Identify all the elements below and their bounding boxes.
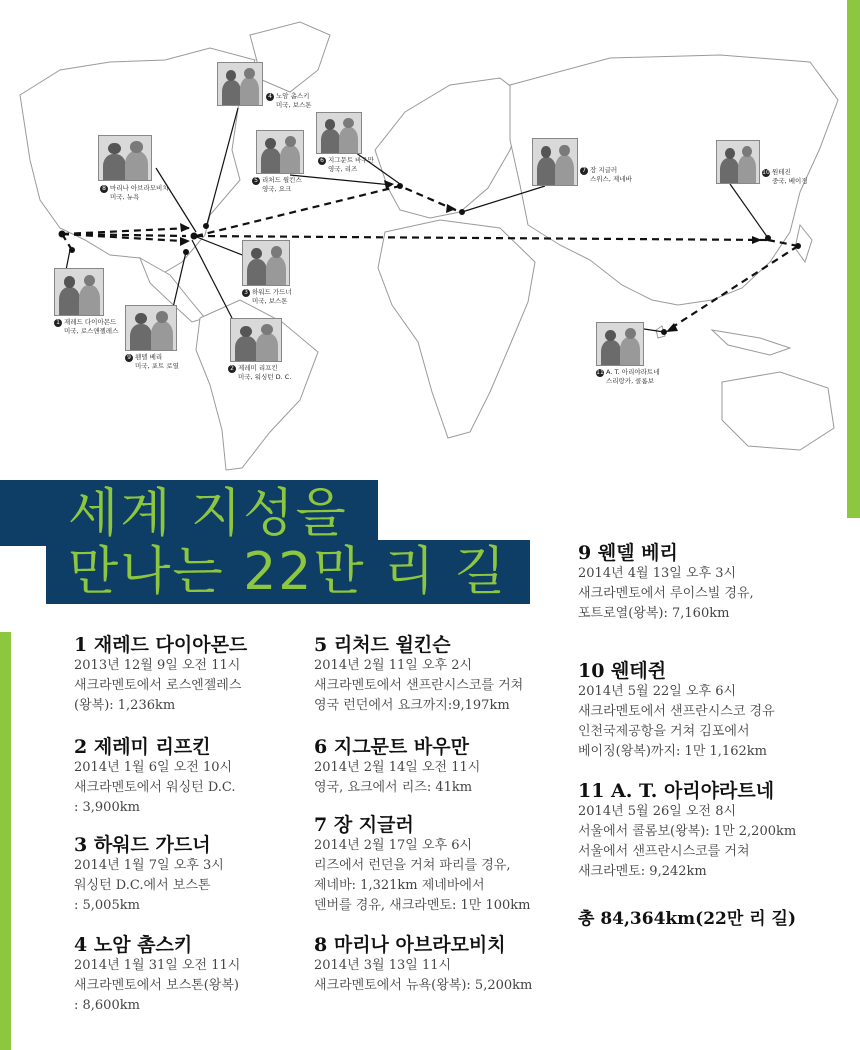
photo-diamond xyxy=(54,268,104,316)
caption-wen: 10 원테진 중국, 베이징 xyxy=(762,168,808,185)
caption-diamond: 1 재레드 다이아몬드 미국, 로스앤젤레스 xyxy=(54,318,118,335)
caption-ziegler: 7 장 지글러 스위스, 제네바 xyxy=(580,166,632,183)
caption-berry: 9 웬델 베리 미국, 포트 로열 xyxy=(125,353,179,370)
entry-9: 9 웬델 베리 2014년 4월 13일 오후 3시 새크라멘토에서 루이스빌 경유, 포트로열(왕복): 7,160km xyxy=(578,542,754,621)
photo-berry xyxy=(125,305,177,351)
photo-chomsky xyxy=(217,62,263,106)
photo-wilkinson xyxy=(256,130,304,174)
entry-7: 7 장 지글러 2014년 2월 17일 오후 6시 리즈에서 런던을 거쳐 파리를 경유, 제네바: 1,321km 제네바에서 덴버를 경유, 새크라멘토: 1만 100km xyxy=(314,814,531,913)
accent-bar-left xyxy=(0,632,11,1050)
entry-5: 5 리처드 윌킨슨 2014년 2월 11일 오후 2시 새크라멘토에서 샌프란시스코를 거쳐 영국 런던에서 요크까지:9,197km xyxy=(314,634,524,713)
entry-8: 8 마리나 아브라모비치 2014년 3월 13일 11시 새크라멘토에서 뉴욕(왕복): 5,200km xyxy=(314,934,533,993)
continents xyxy=(20,22,838,470)
photo-rifkin xyxy=(230,318,282,362)
caption-wilkinson: 5 리처드 윌킨스 영국, 요크 xyxy=(252,176,302,193)
total-distance: 총 84,364km(22만 리 길) xyxy=(578,909,797,929)
caption-bauman: 6 지그문트 바우만 영국, 리즈 xyxy=(318,156,374,173)
photo-wen xyxy=(716,140,760,184)
photo-bauman xyxy=(316,112,362,154)
photo-gardner xyxy=(242,240,290,286)
photo-ariyaratne xyxy=(596,322,644,366)
world-map xyxy=(0,0,860,480)
page-title-line2: 만나는 22만 리 길 xyxy=(68,542,508,602)
entry-11: 11 A. T. 아리야라트네 2014년 5월 26일 오전 8시 서울에서 콜롬보(왕복): 1만 2,200km 서울에서 샌프란시스코를 거쳐 새크라멘토: 9,242km xyxy=(578,780,797,879)
page-title-line1: 세계 지성을 xyxy=(68,484,348,544)
photo-ziegler xyxy=(532,138,578,186)
entry-6: 6 지그문트 바우만 2014년 2월 14일 오전 11시 영국, 요크에서 리즈: 41km xyxy=(314,736,481,795)
entry-2: 2 제레미 리프킨 2014년 1월 6일 오전 10시 새크라멘토에서 워싱턴 D.C. : 3,900km xyxy=(74,736,236,815)
caption-gardner: 3 하워드 가드너 미국, 보스톤 xyxy=(242,288,292,305)
caption-chomsky: 4 노암 촘스키 미국, 보스톤 xyxy=(266,92,312,109)
caption-abramovic: 8 마리나 아브라모비치 미국, 뉴욕 xyxy=(100,184,169,201)
entry-4: 4 노암 촘스키 2014년 1월 31일 오전 11시 새크라멘토에서 보스톤(왕복) : 8,600km xyxy=(74,934,241,1013)
entry-3: 3 하워드 가드너 2014년 1월 7일 오후 3시 워싱턴 D.C.에서 보스톤 : 5,005km xyxy=(74,834,224,913)
accent-bar-right xyxy=(847,0,860,518)
entry-1: 1 재레드 다이아몬드 2013년 12월 9일 오전 11시 새크라멘토에서 로스엔젤레스 (왕복): 1,236km xyxy=(74,634,248,713)
caption-ariyaratne: 11 A. T. 아리야라트네 스리랑카, 콜롬보 xyxy=(596,368,660,385)
caption-rifkin: 2 제레미 리프킨 미국, 워싱턴 D. C. xyxy=(228,364,291,381)
photo-abramovic xyxy=(98,135,152,181)
entry-10: 10 웬테쥔 2014년 5월 22일 오후 6시 새크라멘토에서 샌프란시스코 경유 인천국제공항을 거쳐 김포에서 베이징(왕복)까지: 1만 1,162km xyxy=(578,660,775,759)
